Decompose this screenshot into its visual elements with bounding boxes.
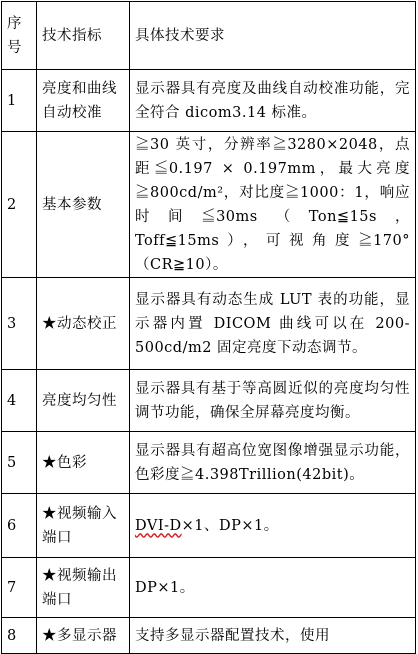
- row-no: 1: [2, 70, 37, 132]
- table-row: [2, 618, 416, 654]
- row-req: 显示器具有亮度及曲线自动校准功能，完全符合 dicom3.14 标准。: [130, 70, 416, 132]
- table-row: [2, 132, 416, 278]
- table-row: [2, 70, 416, 132]
- row-req: 显示器具有基于等高圆近似的亮度均匀性调节功能，确保全屏幕亮度均衡。: [130, 370, 416, 432]
- row-no: 6: [2, 494, 37, 558]
- row-req: ≧30 英寸，分辨率≧3280×2048，点距≦0.197 × 0.197mm，最大亮度≧800cd/m²，对比度≧1000：1，响应时间≦30ms（Ton≦15s，Toff≦15ms），可视角度≧170°（CR≧10）。: [130, 132, 416, 278]
- header-no: 序号: [2, 2, 37, 70]
- row-req: DP×1。: [130, 558, 416, 618]
- header-row: [2, 2, 416, 70]
- header-name: 技术指标: [37, 2, 130, 70]
- row-req: 显示器具有超高位宽图像增强显示功能，色彩度≧4.398Trillion(42bit)。: [130, 432, 416, 494]
- row-name: 基本参数: [37, 132, 130, 278]
- row-no: 8: [2, 618, 37, 654]
- row-name: ★视频输入端口: [37, 494, 130, 558]
- row-req: 显示器具有动态生成 LUT 表的功能，显示器内置 DICOM 曲线可以在 200-500cd/m2 固定亮度下动态调节。: [130, 278, 416, 370]
- row-no: 7: [2, 558, 37, 618]
- table-row: [2, 494, 416, 558]
- table-row: [2, 432, 416, 494]
- table-row: [2, 278, 416, 370]
- row-name: ★动态校正: [37, 278, 130, 370]
- table-row: [2, 370, 416, 432]
- row-no: 4: [2, 370, 37, 432]
- row-no: 3: [2, 278, 37, 370]
- row-req: 支持多显示器配置技术，使用: [130, 618, 416, 654]
- row-req-rest: ×1、DP×1。: [181, 517, 279, 534]
- table-row: [2, 558, 416, 618]
- dvi-d-text: DVI-D: [135, 517, 182, 534]
- row-req: [130, 494, 416, 558]
- row-name: ★色彩: [37, 432, 130, 494]
- row-name: ★视频输出端口: [37, 558, 130, 618]
- row-name: ★多显示器: [37, 618, 130, 654]
- row-name: 亮度和曲线自动校准: [37, 70, 130, 132]
- row-no: 2: [2, 132, 37, 278]
- row-no: 5: [2, 432, 37, 494]
- spec-table: [1, 1, 416, 654]
- row-name: 亮度均匀性: [37, 370, 130, 432]
- header-req: 具体技术要求: [130, 2, 416, 70]
